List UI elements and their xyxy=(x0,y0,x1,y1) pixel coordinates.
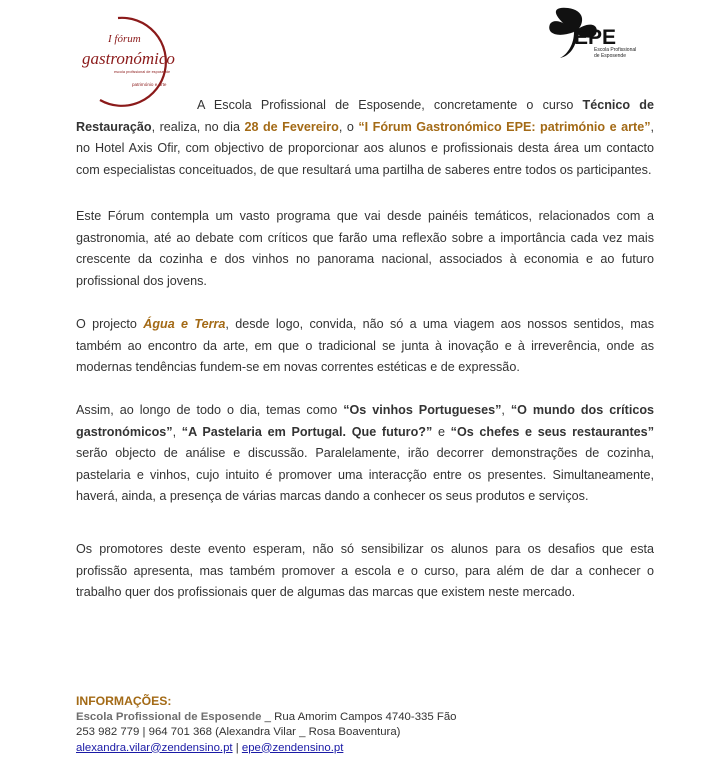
contact-footer xyxy=(76,694,457,756)
p4-text-4: e xyxy=(432,424,451,439)
epe-logo-letters: EPE xyxy=(574,26,617,49)
footer-address: _ Rua Amorim Campos 4740-335 Fão xyxy=(261,710,457,723)
p1-text-1: A Escola Profissional de Esposende, concretamente o curso xyxy=(197,98,583,112)
forum-gastronomico-logo xyxy=(78,12,190,108)
forum-logo-tag1: escola profissional de esposende xyxy=(114,70,171,74)
p1-text-3: , o xyxy=(338,119,359,134)
footer-school: Escola Profissional de Esposende xyxy=(76,710,262,723)
project-name: Água e Terra xyxy=(143,317,226,331)
theme-1: “Os vinhos Portugueses” xyxy=(343,403,502,417)
theme-3: “A Pastelaria em Portugal. Que futuro?” xyxy=(181,424,433,439)
p1-text-2: , realiza, no dia xyxy=(151,119,245,134)
forum-logo-line2: gastronómico xyxy=(82,49,175,68)
footer-phones: 253 982 779 | 964 701 368 (Alexandra Vilar _ Rosa Boaventura) xyxy=(76,726,401,738)
forum-logo-line1: I fórum xyxy=(108,33,141,45)
p4-text-5: serão objecto de análise e discussão. Paralelamente, irão decorrer demonstrações de cozinha, pastelaria e vinhos, cujo intuito é promover uma interacção entre os presentes. Simultaneamente, haverá, ainda, a presença de várias marcas dando a conhecer os seus produtos e serviços. xyxy=(76,446,654,503)
footer-emails xyxy=(76,741,457,757)
p3-text-1: O projecto xyxy=(76,317,144,331)
email-separator: | xyxy=(232,741,242,754)
course-name: Técnico de Restauração xyxy=(76,98,654,134)
paragraph-program: Este Fórum contempla um vasto programa que vai desde painéis temáticos, relacionados com a gastronomia, até ao debate com críticos que farão uma reflexão sobre a importância cada vez mais crescente da cozinha e dos vinhos no panorama nacional, associados à economia e ao futuro profissional dos jovens. xyxy=(76,209,654,288)
email-link-alexandra[interactable]: alexandra.vilar@zendensino.pt xyxy=(76,741,233,754)
p4-text-1: Assim, ao longo de todo o dia, temas como xyxy=(76,403,344,417)
paragraph-promoters: Os promotores deste evento esperam, não só sensibilizar os alunos para os desafios que esta profissão apresenta, mas também promover a escola e o curso, para além de dar a conhecer o trabalho quer dos profissionais quer de algumas das marcas que existem neste mercado. xyxy=(76,542,654,599)
p3-text-2: , desde logo, convida, não só a uma viagem aos nossos sentidos, mas também ao encontro da arte, em que o tradicional se junta à inovação e à irreverência, onde as modernas tendências fundem-se em novas correntes estéticas e de expressão. xyxy=(76,317,654,374)
event-date: 28 de Fevereiro xyxy=(244,119,339,134)
forum-logo-tag2: património e arte xyxy=(132,82,167,87)
theme-2: “O mundo dos críticos gastronómicos” xyxy=(76,403,655,439)
paragraph-intro xyxy=(76,95,654,181)
theme-4: “Os chefes e seus restaurantes” xyxy=(450,424,654,439)
paragraph-project xyxy=(76,314,654,379)
p4-text-3: , xyxy=(172,424,182,439)
epe-logo xyxy=(544,4,654,62)
p4-text-2: , xyxy=(501,403,511,417)
epe-logo-sub2: de Esposende xyxy=(594,53,626,59)
p1-text-4: , no Hotel Axis Ofir, com objectivo de proporcionar aos alunos e profissionais desta área um contacto com especialistas conceituados, de que resultará uma partilha de saberes entre todos os participantes. xyxy=(76,119,654,177)
event-name: “I Fórum Gastronómico EPE: património e arte” xyxy=(358,119,651,134)
epe-logo-sub1: Escola Profissional xyxy=(594,47,637,53)
paragraph-themes xyxy=(76,400,654,508)
email-link-epe[interactable]: epe@zendensino.pt xyxy=(241,741,344,754)
footer-title: INFORMAÇÕES: xyxy=(76,694,172,708)
footer-address-line xyxy=(76,710,457,726)
